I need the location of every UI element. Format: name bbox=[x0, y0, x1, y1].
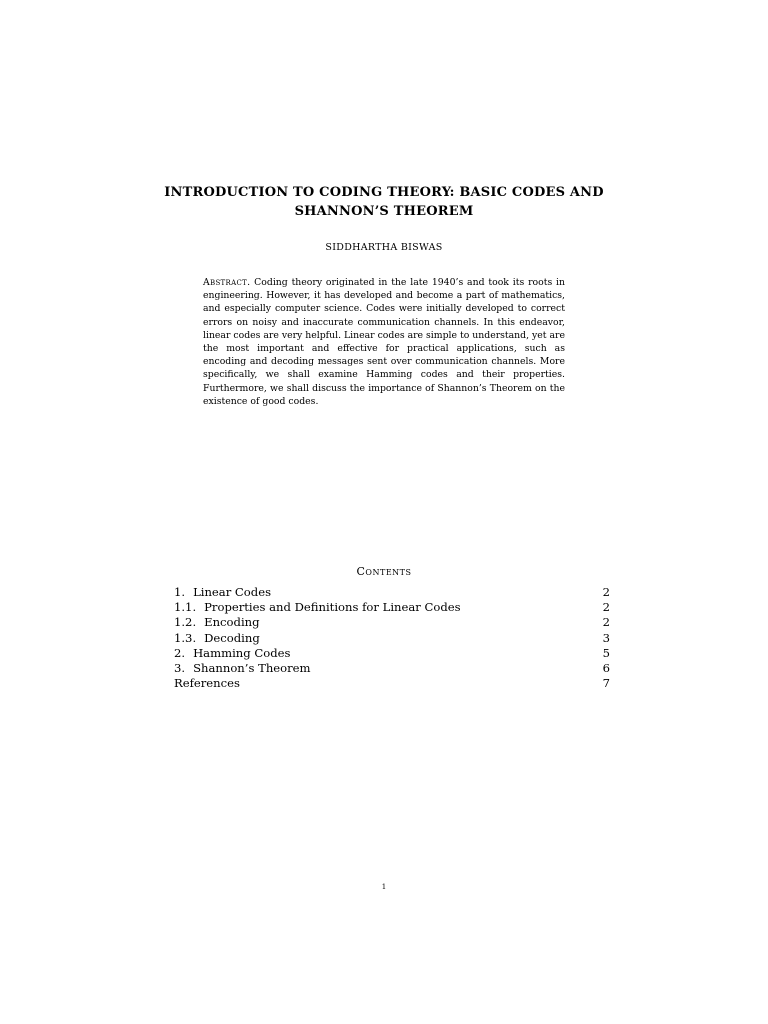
toc-entry-label bbox=[174, 615, 260, 630]
paper-title bbox=[120, 183, 648, 221]
toc-entry-number: 3. bbox=[174, 660, 186, 675]
toc-entry-page: 6 bbox=[602, 660, 610, 675]
toc-entry[interactable] bbox=[174, 661, 610, 676]
toc-entry-page: 3 bbox=[602, 630, 610, 645]
toc-entry-page: 7 bbox=[602, 676, 610, 691]
toc-entry-page: 5 bbox=[602, 645, 610, 660]
toc-entry-page: 2 bbox=[602, 600, 610, 615]
toc-entry-title: Linear Codes bbox=[193, 585, 272, 599]
toc-entry-number: 1.1. bbox=[174, 600, 197, 615]
toc-entry[interactable] bbox=[174, 646, 610, 661]
table-of-contents bbox=[174, 585, 610, 691]
toc-entry-title: Shannon’s Theorem bbox=[193, 660, 311, 675]
toc-entry-number: 1.2. bbox=[174, 615, 197, 630]
toc-entry-title: Encoding bbox=[204, 615, 260, 630]
author-name: SIDDHARTHA BISWAS bbox=[325, 242, 443, 253]
toc-entry-number: 1. bbox=[174, 585, 186, 599]
toc-entry-title: Decoding bbox=[204, 630, 260, 645]
toc-entry[interactable] bbox=[174, 615, 610, 630]
toc-entry-label bbox=[174, 600, 461, 615]
toc-entry-number: 2. bbox=[174, 645, 186, 660]
toc-entry-label bbox=[174, 646, 290, 661]
toc-entry[interactable] bbox=[174, 585, 610, 600]
paper-title-line-2: SHANNON’S THEOREM bbox=[294, 204, 474, 219]
page-number: 1 bbox=[381, 883, 387, 891]
toc-entry-title: References bbox=[174, 676, 240, 691]
toc-entry[interactable] bbox=[174, 631, 610, 646]
toc-entry-title: Properties and Definitions for Linear Codes bbox=[204, 600, 461, 615]
toc-entry[interactable] bbox=[174, 600, 610, 615]
toc-entry-label bbox=[174, 676, 240, 691]
toc-entry-number: 1.3. bbox=[174, 630, 197, 645]
toc-entry-references[interactable] bbox=[174, 676, 610, 691]
toc-entry-label bbox=[174, 585, 271, 600]
contents-heading: Contents bbox=[356, 565, 412, 578]
abstract-text: Coding theory originated in the late 1940’s and took its roots in engineering. However, it has developed and become a part of mathematics, and especially computer science. Codes were initially developed to correct errors on noisy and inaccurate communication channels. In this endeavor, linear codes are very helpful. Linear codes are simple to understand, yet are the most important and effective for practical applications, such as encoding and decoding messages sent over communication channels. More specifically, we shall examine Hamming codes and their properties. Furthermore, we shall discuss the importance of Shannon’s Theorem on the existence of good codes. bbox=[203, 277, 566, 407]
paper-title-line-1: INTRODUCTION TO CODING THEORY: BASIC CODES AND bbox=[164, 185, 604, 200]
abstract-label: Abstract. bbox=[203, 277, 251, 288]
abstract bbox=[203, 276, 565, 408]
toc-entry-label bbox=[174, 661, 311, 676]
toc-entry-page: 2 bbox=[602, 585, 610, 599]
toc-entry-page: 2 bbox=[602, 615, 610, 630]
toc-entry-title: Hamming Codes bbox=[193, 645, 291, 660]
toc-entry-label bbox=[174, 631, 260, 646]
